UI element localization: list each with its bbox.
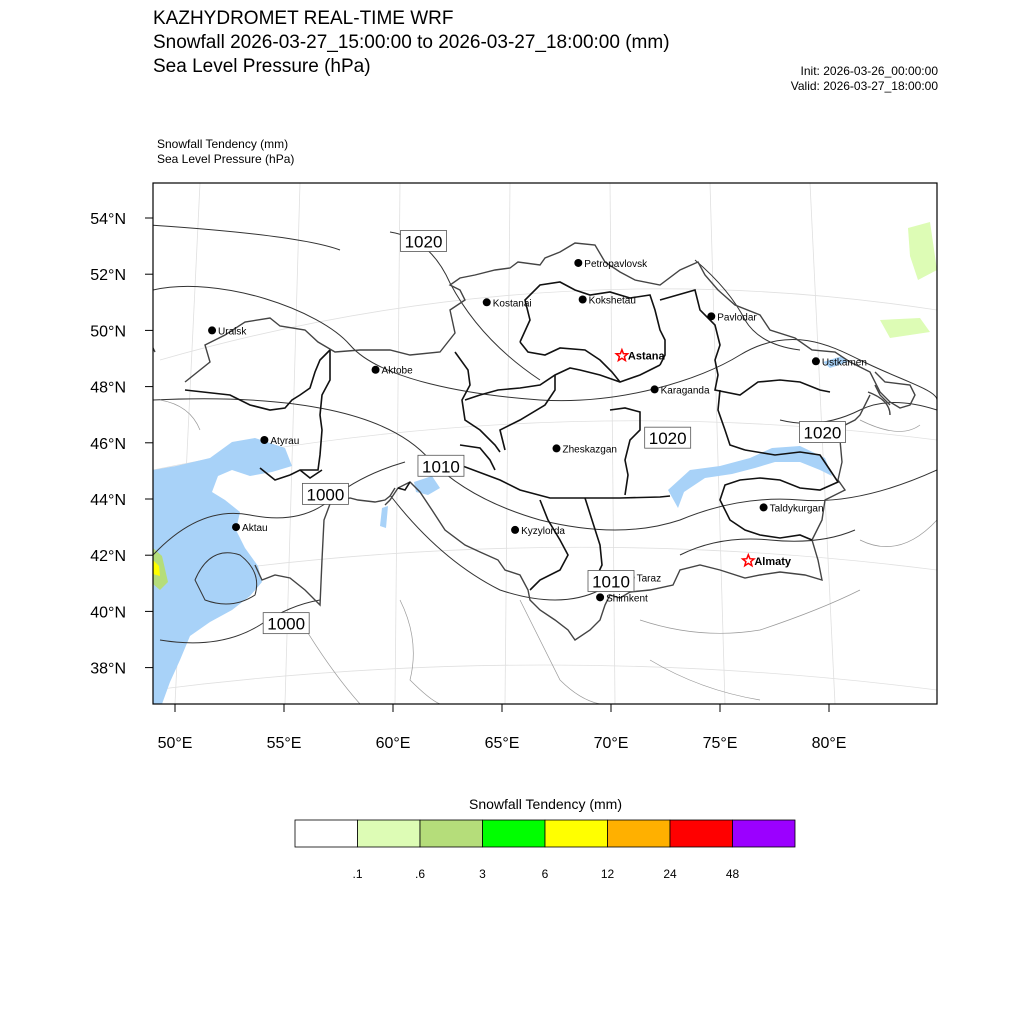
city-label: Atyrau [270,435,300,447]
colorbar-labels [352,867,739,881]
city-label: Zheskazgan [562,444,617,456]
isobar-value: 1010 [422,457,460,477]
colorbar [295,820,795,847]
chart-subtitle-pressure: Sea Level Pressure (hPa) [153,56,371,77]
city-dot-icon [372,366,380,374]
city-dot-icon [483,298,491,306]
city-label: Petropavlovsk [584,258,648,270]
lon-tick-label: 55°E [266,735,302,752]
lat-tick-label: 48°N [90,379,126,397]
city-aktobe [372,366,414,377]
city-dot-icon [574,259,582,267]
colorbar-swatch [358,820,421,847]
isobar-value: 1020 [803,423,842,443]
city-label: Uralsk [218,326,247,338]
city-pavlodar [707,312,757,323]
city-kyzylorda [511,526,565,537]
city-label: Kyzylorda [521,525,565,537]
isobar-value: 1020 [404,232,443,252]
colorbar-swatch [295,820,358,847]
lat-tick-label: 38°N [90,660,126,678]
city-aktau [232,523,268,534]
lat-tick-label: 50°N [90,323,126,341]
city-label: Karaganda [660,385,710,397]
lon-tick-label: 70°E [593,735,629,752]
city-label: Almaty [754,555,792,568]
isobar-value: 1000 [306,485,345,505]
city-petropavlovsk [574,259,648,270]
city-dot-icon [651,385,659,393]
chart-title: KAZHYDROMET REAL-TIME WRF [153,8,454,29]
colorbar-tick-label: 24 [663,867,677,881]
city-label: Aktau [242,523,268,535]
lat-tick-label: 44°N [90,492,126,509]
lat-tick-label: 54°N [90,211,126,228]
colorbar-tick-label: .1 [352,867,363,881]
colorbar-swatch [483,820,546,847]
lon-tick-label: 50°E [157,735,193,752]
colorbar-tick-label: 12 [600,867,615,881]
valid-time: Valid: 2026-03-27_18:00:00 [790,79,938,93]
east-snow-trace-2 [880,318,930,338]
isobar-value: 1000 [267,614,306,634]
chart-subtitle-snowfall: Snowfall 2026-03-27_15:00:00 to 2026-03-27_18:00:00 (mm) [153,32,670,53]
lon-tick-label: 80°E [811,735,847,752]
isobar-value: 1020 [648,429,687,449]
lat-tick-label: 40°N [90,604,126,622]
city-dot-icon [553,444,561,452]
lon-tick-label: 60°E [375,735,411,752]
city-uralsk [208,326,247,337]
balkhash-snow-area [668,446,832,508]
city-dot-icon [208,326,216,334]
city-dot-icon [579,295,587,303]
init-time: Init: 2026-03-26_00:00:00 [800,64,938,78]
colorbar-swatch [420,820,483,847]
capital-star-icon [743,555,754,566]
city-kostanai [483,298,532,309]
isobar-value: 1010 [592,572,630,592]
isobar-label [263,613,309,634]
city-dot-icon [596,593,604,601]
city-zheskazgan [553,444,617,455]
field-label-pressure: Sea Level Pressure (hPa) [157,152,295,166]
city-label: Taldykurgan [769,503,824,515]
city-label: Taraz [636,573,662,585]
lat-tick-label: 52°N [90,267,126,285]
city-dot-icon [812,357,820,365]
city-karaganda [651,385,710,396]
city-label: Astana [627,350,665,363]
colorbar-tick-label: 6 [541,867,549,881]
colorbar-title: Snowfall Tendency (mm) [468,796,623,812]
isobar-label [401,230,447,251]
capital-star-icon [616,350,627,361]
city-label: Pavlodar [717,312,757,324]
lat-tick-label: 46°N [90,435,126,453]
isobar-label [645,427,691,448]
lon-axis [158,704,847,752]
city-label: Kokshetau [588,295,636,307]
colorbar-swatch [608,820,671,847]
field-label-snowfall: Snowfall Tendency (mm) [157,137,289,151]
east-snow-trace [908,222,937,280]
city-layer [208,259,867,604]
city-dot-icon [260,436,268,444]
aral-snow-area [414,476,440,495]
isobar-label [588,570,634,591]
city-taldykurgan [760,503,824,514]
lat-axis [90,211,153,678]
aral-snow-area-2 [380,506,388,528]
city-label: Aktobe [381,365,413,377]
city-almaty [743,555,792,568]
city-dot-icon [707,312,715,320]
city-label: Ustkamen [821,357,867,369]
colorbar-swatch [670,820,733,847]
city-label: Kostanai [492,298,532,310]
city-label: Shimkent [606,593,648,605]
colorbar-tick-label: 3 [479,867,486,881]
city-kokshetau [579,295,636,306]
colorbar-swatch [733,820,796,847]
isobar-label [799,422,845,443]
colorbar-tick-label: 48 [725,867,740,881]
city-dot-icon [232,523,240,531]
isobar-label [302,483,348,504]
colorbar-tick-label: .6 [414,867,426,881]
city-astana [616,350,665,363]
lon-tick-label: 75°E [702,735,738,752]
city-shimkent [596,593,648,604]
lon-tick-label: 65°E [484,735,520,752]
isobar-label [418,455,464,476]
city-ustkamen [812,357,867,368]
lat-tick-label: 42°N [90,548,126,566]
colorbar-swatch [545,820,608,847]
city-dot-icon [760,503,768,511]
city-dot-icon [511,526,519,534]
